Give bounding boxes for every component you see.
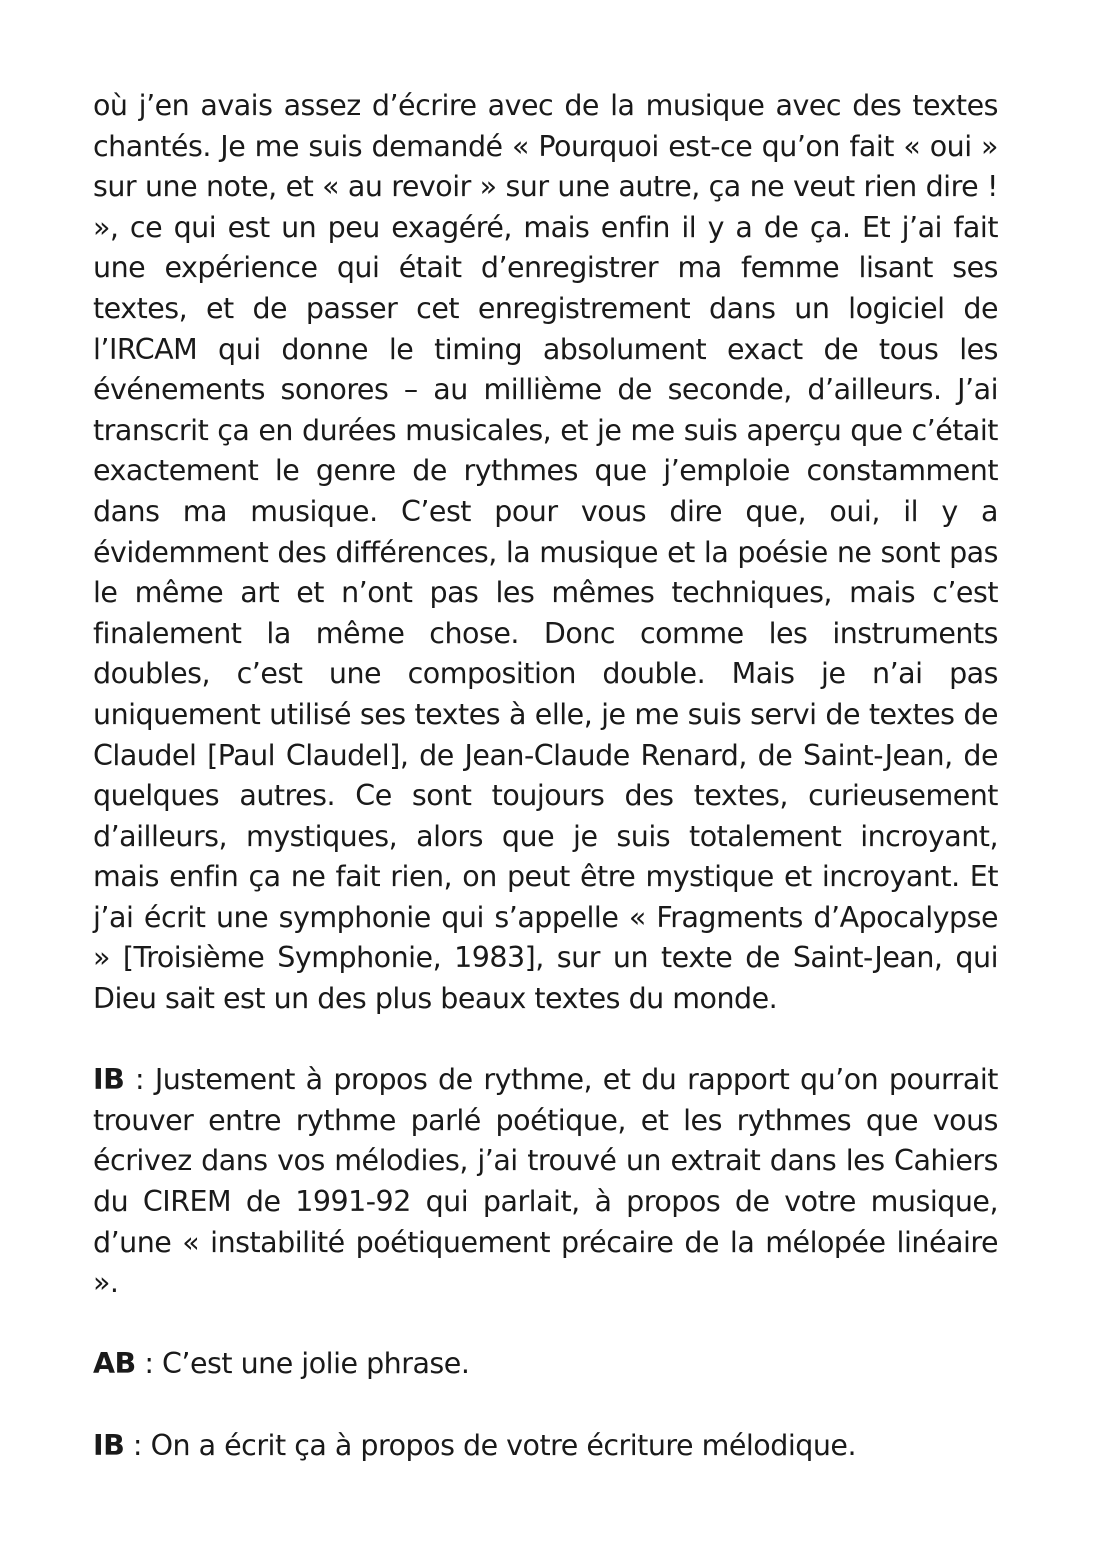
speaker-label: IB (93, 1063, 125, 1097)
speaker-label: AB (93, 1347, 136, 1381)
speaker-separator: : (124, 1428, 151, 1462)
paragraph-monologue (93, 86, 998, 1020)
speaker-label: IB (93, 1428, 125, 1462)
paragraph-text: C’est une jolie phrase. (162, 1347, 470, 1381)
document-page (93, 86, 998, 1466)
speaker-separator: : (124, 1063, 155, 1097)
paragraph-ab-answer (93, 1344, 998, 1385)
paragraph-ib-question (93, 1060, 998, 1304)
paragraph-text: On a écrit ça à propos de votre écriture mélodique. (150, 1428, 857, 1462)
paragraph-text: Justement à propos de rythme, et du rapport qu’on pourrait trouver entre rythme parlé poétique, et les rythmes que vous écrivez dans vos mélodies, j’ai trouvé un extrait dans les Cahiers du CIREM de 1991-92 qui parlait, à propos de votre musique, d’une « instabilité poétiquement précaire de la mélopée linéaire ». (93, 1063, 998, 1300)
paragraph-text: où j’en avais assez d’écrire avec de la musique avec des textes chantés. Je me suis demandé « Pourquoi est-ce qu’on fait « oui » sur une note, et « au revoir » sur une autre, ça ne veut rien dire ! », ce qui est un peu exagéré, mais enfin il y a de ça. Et j’ai fait une expérience qui était d’enregistrer ma femme lisant ses textes, et de passer cet enregistrement dans un logiciel de l’IRCAM qui donne le timing absolument exact de tous les événements sonores – au millième de seconde, d’ailleurs. J’ai transcrit ça en durées musicales, et je me suis aperçu que c’était exactement le genre de rythmes que j’emploie constamment dans ma musique. C’est pour vous dire que, oui, il y a évidemment des différences, la musique et la poésie ne sont pas le même art et n’ont pas les mêmes techniques, mais c’est finalement la même chose. Donc comme les instruments doubles, c’est une composition double. Mais je n’ai pas uniquement utilisé ses textes à elle, je me suis servi de textes de Claudel [Paul Claudel], de Jean-Claude Renard, de Saint-Jean, de quelques autres. Ce sont toujours des textes, curieusement d’ailleurs, mystiques, alors que je suis totalement incroyant, mais enfin ça ne fait rien, on peut être mystique et incroyant. Et j’ai écrit une symphonie qui s’appelle « Fragments d’Apocalypse » [Troisième Symphonie, 1983], sur un texte de Saint-Jean, qui Dieu sait est un des plus beaux textes du monde. (93, 89, 998, 1016)
paragraph-ib-remark (93, 1426, 998, 1467)
speaker-separator: : (135, 1347, 163, 1381)
